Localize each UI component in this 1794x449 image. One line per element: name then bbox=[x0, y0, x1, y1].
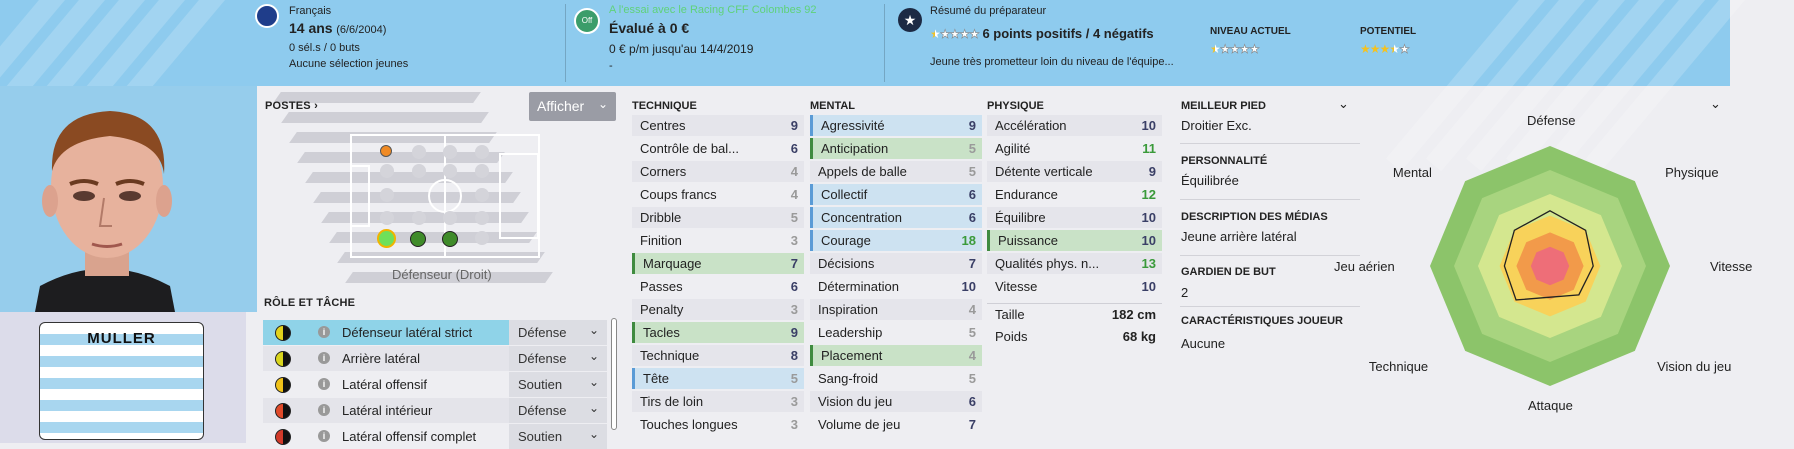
contract-extra: - bbox=[609, 60, 613, 72]
star-badge-icon: ★ bbox=[898, 8, 922, 32]
attribute-label: Appels de balle bbox=[818, 164, 907, 179]
attribute-label: Détermination bbox=[818, 279, 899, 294]
position-dot[interactable] bbox=[380, 188, 394, 202]
mental-title: MENTAL bbox=[810, 100, 856, 112]
attribute-label: Puissance bbox=[998, 233, 1058, 248]
physique-divider bbox=[987, 303, 1162, 304]
attribute-label: Vitesse bbox=[995, 279, 1038, 294]
physique-attribute-row[interactable] bbox=[987, 253, 1162, 274]
info-icon[interactable]: i bbox=[318, 378, 330, 390]
mental-attribute-row[interactable] bbox=[810, 115, 982, 136]
personality-label: PERSONNALITÉ bbox=[1181, 155, 1268, 167]
value-badge-icon bbox=[574, 8, 600, 34]
chevron-down-icon: ⌄ bbox=[588, 427, 599, 441]
scout-points: 6 points positifs / 4 négatifs bbox=[982, 26, 1154, 41]
potential-label: POTENTIEL bbox=[1360, 26, 1417, 37]
attribute-label: Agressivité bbox=[821, 118, 885, 133]
attribute-label: Contrôle de bal... bbox=[640, 141, 740, 156]
best-foot-chevron-icon[interactable]: ⌄ bbox=[1338, 96, 1349, 111]
attribute-value: 6 bbox=[968, 394, 976, 409]
attribute-value: 7 bbox=[968, 256, 976, 271]
attribute-value: 7 bbox=[968, 417, 976, 432]
attribute-label: Équilibre bbox=[995, 210, 1046, 225]
technique-title: TECHNIQUE bbox=[632, 100, 697, 112]
mental-attribute-row[interactable] bbox=[810, 184, 982, 205]
height-label: Taille bbox=[995, 307, 1025, 322]
radar-label: Technique bbox=[1368, 359, 1429, 375]
attribute-value: 3 bbox=[790, 233, 798, 248]
role-suitability-icon bbox=[275, 429, 291, 445]
attribute-value: 5 bbox=[968, 141, 976, 156]
duty-dropdown[interactable] bbox=[509, 424, 607, 449]
position-dot[interactable] bbox=[475, 211, 489, 225]
technique-attribute-row[interactable] bbox=[632, 161, 804, 182]
attribute-label: Tirs de loin bbox=[640, 394, 704, 409]
radar-label: Mental bbox=[1392, 164, 1432, 180]
age-line bbox=[289, 20, 386, 36]
france-flag-icon bbox=[255, 4, 279, 28]
attribute-label: Inspiration bbox=[818, 302, 878, 317]
mental-attribute-row[interactable] bbox=[810, 276, 982, 297]
portrait-panel bbox=[0, 86, 257, 312]
technique-attribute-row[interactable] bbox=[632, 276, 804, 297]
scout-summary: Jeune très prometteur loin du niveau de l'équipe... bbox=[930, 56, 1174, 68]
mental-attribute-row[interactable] bbox=[810, 345, 982, 366]
technique-attribute-row[interactable] bbox=[632, 391, 804, 412]
position-caption: Défenseur (Droit) bbox=[392, 267, 492, 282]
attribute-value: 10 bbox=[1141, 118, 1156, 133]
role-name: Défenseur latéral strict bbox=[342, 325, 473, 340]
technique-attribute-row[interactable] bbox=[632, 322, 804, 343]
radar-label: Jeu aérien bbox=[1334, 259, 1395, 274]
contract: 0 € p/m jusqu'au 14/4/2019 bbox=[609, 42, 754, 56]
attribute-value: 9 bbox=[968, 118, 976, 133]
roles-scrollbar[interactable] bbox=[611, 318, 617, 430]
age: 14 ans bbox=[289, 20, 333, 36]
attribute-value: 3 bbox=[790, 302, 798, 317]
mental-attribute-row[interactable] bbox=[810, 253, 982, 274]
duty-label: Défense bbox=[518, 351, 567, 366]
best-foot-label: MEILLEUR PIED bbox=[1181, 100, 1266, 112]
physique-attribute-row[interactable] bbox=[987, 161, 1162, 182]
attribute-label: Tacles bbox=[643, 325, 680, 340]
technique-attribute-row[interactable] bbox=[632, 414, 804, 435]
attribute-value: 8 bbox=[790, 348, 798, 363]
role-row[interactable] bbox=[263, 398, 607, 423]
radar-label: Défense bbox=[1527, 113, 1576, 128]
position-dot-natural[interactable] bbox=[410, 231, 426, 247]
technique-attribute-row[interactable] bbox=[632, 138, 804, 159]
info-icon[interactable]: i bbox=[318, 352, 330, 364]
player-portrait bbox=[0, 86, 257, 312]
attribute-value: 6 bbox=[968, 210, 976, 225]
traits-value: Aucune bbox=[1181, 336, 1226, 351]
duty-label: Défense bbox=[518, 403, 567, 418]
duty-dropdown[interactable] bbox=[509, 346, 607, 371]
attribute-label: Qualités phys. n... bbox=[995, 256, 1100, 271]
attribute-label: Décisions bbox=[818, 256, 875, 271]
best-foot-value: Droitier Exc. bbox=[1181, 118, 1252, 133]
info-icon[interactable]: i bbox=[318, 404, 330, 416]
radar-label: Vision du jeu bbox=[1657, 359, 1732, 375]
chevron-down-icon: ⌄ bbox=[588, 349, 599, 363]
position-dot[interactable] bbox=[475, 231, 489, 245]
duty-label: Défense bbox=[518, 325, 567, 340]
value: Évalué à 0 € bbox=[609, 20, 690, 36]
shirt-kit bbox=[39, 322, 204, 440]
attribute-label: Passes bbox=[640, 279, 683, 294]
attribute-label: Collectif bbox=[821, 187, 868, 202]
value-badge-text: Off bbox=[581, 16, 593, 25]
scout-stars: ★★★★★ bbox=[930, 27, 979, 41]
show-dropdown-label: Afficher bbox=[537, 98, 585, 114]
attribute-value: 6 bbox=[790, 141, 798, 156]
attribute-value: 9 bbox=[1148, 164, 1156, 179]
mental-attribute-row[interactable] bbox=[810, 299, 982, 320]
technique-attribute-row[interactable] bbox=[632, 230, 804, 251]
radar-chevron-icon[interactable]: ⌄ bbox=[1710, 96, 1721, 111]
duty-dropdown[interactable] bbox=[509, 398, 607, 423]
attribute-value: 10 bbox=[961, 279, 976, 294]
duty-label: Soutien bbox=[518, 429, 563, 444]
role-name: Latéral offensif complet bbox=[342, 429, 477, 444]
role-row[interactable] bbox=[263, 346, 607, 371]
nationality: Français bbox=[289, 5, 332, 17]
current-level-stars: ★★★★★ bbox=[1210, 42, 1259, 56]
youth-caps: Aucune sélection jeunes bbox=[289, 58, 409, 70]
role-row[interactable] bbox=[263, 372, 607, 397]
duty-dropdown[interactable] bbox=[509, 320, 607, 345]
attribute-label: Coups francs bbox=[640, 187, 717, 202]
position-dot[interactable] bbox=[475, 164, 489, 178]
scout-rating-line bbox=[930, 26, 1154, 41]
attribute-label: Technique bbox=[640, 348, 700, 363]
weight-label: Poids bbox=[995, 329, 1028, 344]
attribute-label: Centres bbox=[640, 118, 686, 133]
media-value: Jeune arrière latéral bbox=[1181, 229, 1297, 244]
attribute-label: Volume de jeu bbox=[818, 417, 901, 432]
caps-goals: 0 sél.s / 0 buts bbox=[289, 42, 360, 54]
attribute-value: 18 bbox=[961, 233, 976, 248]
mental-attribute-row[interactable] bbox=[810, 207, 982, 228]
position-dot-natural[interactable] bbox=[442, 231, 458, 247]
attribute-value: 3 bbox=[790, 417, 798, 432]
loan-status[interactable]: A l'essai avec le Racing CFF Colombes 92 bbox=[609, 4, 817, 16]
potential-wrap bbox=[1360, 41, 1409, 56]
attribute-label: Agilité bbox=[995, 141, 1031, 156]
goalkeeper-label: GARDIEN DE BUT bbox=[1181, 266, 1276, 278]
technique-attribute-row[interactable] bbox=[632, 368, 804, 389]
media-label: DESCRIPTION DES MÉDIAS bbox=[1181, 211, 1328, 223]
attribute-value: 9 bbox=[790, 118, 798, 133]
technique-attribute-row[interactable] bbox=[632, 207, 804, 228]
physique-attribute-row[interactable] bbox=[987, 138, 1162, 159]
info-icon[interactable]: i bbox=[318, 326, 330, 338]
scout-title: Résumé du préparateur bbox=[930, 5, 1047, 17]
attribute-value: 10 bbox=[1141, 233, 1156, 248]
mental-attribute-row[interactable] bbox=[810, 414, 982, 435]
technique-attribute-row[interactable] bbox=[632, 345, 804, 366]
position-dot[interactable] bbox=[412, 164, 426, 178]
height-value: 182 cm bbox=[1111, 307, 1156, 322]
attribute-label: Corners bbox=[640, 164, 687, 179]
role-suitability-icon bbox=[275, 325, 291, 341]
radar-label: Vitesse bbox=[1710, 259, 1753, 274]
position-dot[interactable] bbox=[412, 211, 426, 225]
role-row[interactable] bbox=[263, 320, 607, 345]
player-header bbox=[0, 0, 1730, 86]
potential-stars: ★★★★★ bbox=[1360, 42, 1409, 56]
role-suitability-icon bbox=[275, 377, 291, 393]
show-dropdown[interactable] bbox=[529, 92, 616, 121]
technique-attribute-row[interactable] bbox=[632, 115, 804, 136]
personality-value: Équilibrée bbox=[1181, 173, 1239, 188]
current-level-wrap bbox=[1210, 41, 1259, 56]
position-dot[interactable] bbox=[475, 188, 489, 202]
physique-attribute-row[interactable] bbox=[987, 207, 1162, 228]
attribute-label: Touches longues bbox=[640, 417, 738, 432]
attribute-value: 6 bbox=[968, 187, 976, 202]
attribute-value: 9 bbox=[790, 325, 798, 340]
radar-label: Attaque bbox=[1528, 398, 1573, 413]
position-dot[interactable] bbox=[443, 145, 457, 159]
role-name: Latéral offensif bbox=[342, 377, 428, 392]
position-dot[interactable] bbox=[380, 211, 394, 225]
attribute-label: Anticipation bbox=[821, 141, 889, 156]
attribute-value: 4 bbox=[968, 302, 976, 317]
weight-value: 68 kg bbox=[1122, 329, 1156, 344]
chevron-down-icon: ⌄ bbox=[588, 375, 599, 389]
attribute-label: Accélération bbox=[995, 118, 1067, 133]
positions-link[interactable]: POSTES › bbox=[265, 100, 318, 112]
attribute-value: 6 bbox=[790, 279, 798, 294]
radar-label: Physique bbox=[1665, 164, 1719, 180]
duty-label: Soutien bbox=[518, 377, 563, 392]
role-suitability-icon bbox=[275, 351, 291, 367]
attribute-value: 7 bbox=[790, 256, 798, 271]
chevron-down-icon: ⌄ bbox=[597, 97, 608, 111]
physique-attribute-row[interactable] bbox=[987, 184, 1162, 205]
attribute-value: 11 bbox=[1142, 141, 1156, 156]
attribute-label: Placement bbox=[821, 348, 883, 363]
attribute-value: 4 bbox=[968, 348, 976, 363]
physique-attribute-row[interactable] bbox=[987, 230, 1162, 251]
role-row[interactable] bbox=[263, 424, 607, 449]
goalkeeper-value: 2 bbox=[1181, 285, 1189, 300]
role-suitability-icon bbox=[275, 403, 291, 419]
attribute-value: 5 bbox=[968, 164, 976, 179]
traits-label: CARACTÉRISTIQUES JOUEUR bbox=[1181, 315, 1343, 327]
position-dot[interactable] bbox=[443, 211, 457, 225]
position-dot[interactable] bbox=[443, 164, 457, 178]
attribute-value: 5 bbox=[968, 371, 976, 386]
attribute-label: Détente verticale bbox=[995, 164, 1093, 179]
mental-attribute-row[interactable] bbox=[810, 368, 982, 389]
attribute-value: 10 bbox=[1141, 279, 1156, 294]
attribute-value: 10 bbox=[1141, 210, 1156, 225]
attribute-value: 3 bbox=[790, 394, 798, 409]
attribute-label: Finition bbox=[640, 233, 682, 248]
role-name: Arrière latéral bbox=[342, 351, 421, 366]
mental-attribute-row[interactable] bbox=[810, 161, 982, 182]
attribute-value: 5 bbox=[790, 210, 798, 225]
technique-attribute-row[interactable] bbox=[632, 184, 804, 205]
attribute-value: 4 bbox=[790, 187, 798, 202]
position-dot[interactable] bbox=[380, 164, 394, 178]
mental-attribute-row[interactable] bbox=[810, 138, 982, 159]
mental-attribute-row[interactable] bbox=[810, 322, 982, 343]
attribute-label: Courage bbox=[821, 233, 871, 248]
attribute-label: Concentration bbox=[821, 210, 902, 225]
info-icon[interactable]: i bbox=[318, 430, 330, 442]
mental-attribute-row[interactable] bbox=[810, 230, 982, 251]
attribute-value: 5 bbox=[790, 371, 798, 386]
physique-title: PHYSIQUE bbox=[987, 100, 1044, 112]
radar-core bbox=[1531, 247, 1569, 285]
roles-title: RÔLE ET TÂCHE bbox=[264, 297, 356, 309]
position-dot-selected[interactable] bbox=[377, 229, 396, 248]
mental-attribute-row[interactable] bbox=[810, 391, 982, 412]
birth-date: (6/6/2004) bbox=[336, 24, 387, 36]
attribute-label: Marquage bbox=[643, 256, 702, 271]
attribute-label: Dribble bbox=[640, 210, 682, 225]
technique-attribute-row[interactable] bbox=[632, 299, 804, 320]
duty-dropdown[interactable] bbox=[509, 372, 607, 397]
attribute-label: Tête bbox=[643, 371, 670, 386]
attribute-label: Leadership bbox=[818, 325, 883, 340]
attribute-value: 4 bbox=[790, 164, 798, 179]
attribute-label: Endurance bbox=[995, 187, 1058, 202]
attribute-label: Vision du jeu bbox=[818, 394, 893, 409]
attribute-value: 12 bbox=[1141, 187, 1156, 202]
technique-attribute-row[interactable] bbox=[632, 253, 804, 274]
role-name: Latéral intérieur bbox=[342, 403, 433, 418]
position-dot[interactable] bbox=[412, 145, 426, 159]
position-dot-dm[interactable] bbox=[380, 145, 392, 157]
kit-name: MULLER bbox=[87, 330, 156, 347]
physique-attribute-row[interactable] bbox=[987, 115, 1162, 136]
current-level-label: NIVEAU ACTUEL bbox=[1210, 26, 1291, 37]
chevron-down-icon: ⌄ bbox=[588, 401, 599, 415]
chevron-down-icon: ⌄ bbox=[588, 323, 599, 337]
physique-attribute-row[interactable] bbox=[987, 276, 1162, 297]
attribute-label: Penalty bbox=[640, 302, 684, 317]
attribute-value: 5 bbox=[968, 325, 976, 340]
position-dot[interactable] bbox=[475, 145, 489, 159]
attribute-value: 13 bbox=[1141, 256, 1156, 271]
attribute-label: Sang-froid bbox=[818, 371, 878, 386]
